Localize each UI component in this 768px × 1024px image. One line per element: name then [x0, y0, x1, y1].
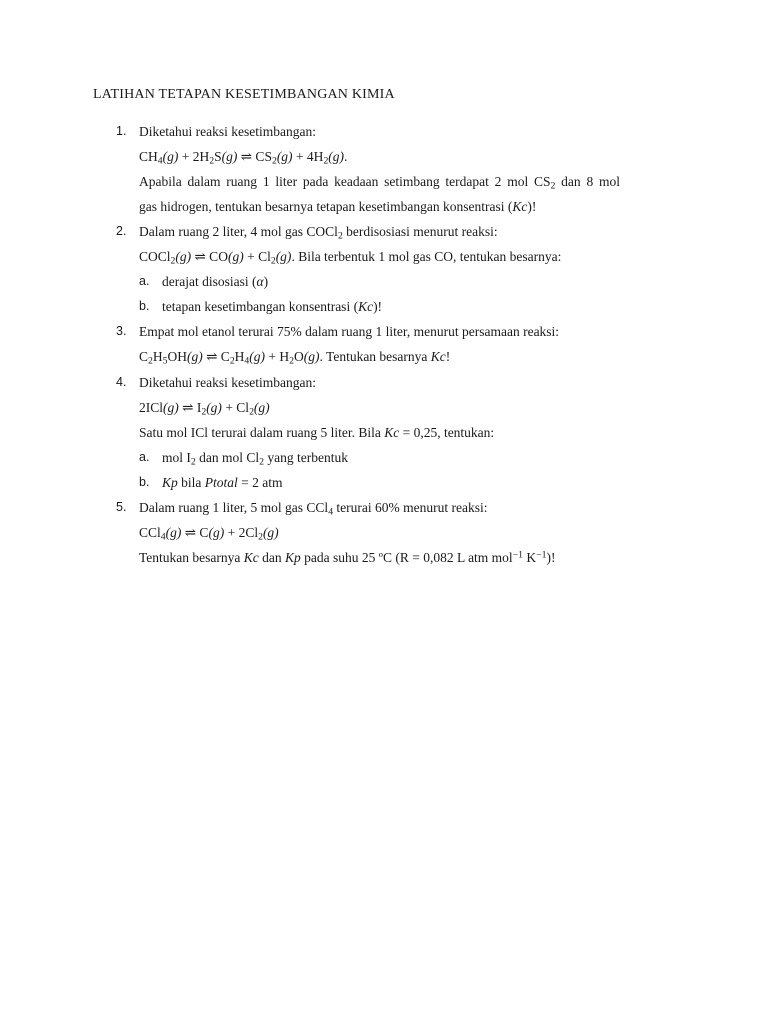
sub-item-marker: a.	[139, 274, 150, 288]
question-number: 5.	[116, 500, 127, 514]
sub-item-marker: a.	[139, 450, 150, 464]
question-number: 1.	[116, 124, 127, 138]
question-text-line: Satu mol ICl terurai dalam ruang 5 liter. Bila Kc = 0,25, tentukan:	[139, 425, 495, 440]
sub-item-marker: b.	[139, 299, 150, 313]
question-text-line: gas hidrogen, tentukan besarnya tetapan kesetimbangan konsentrasi (Kc)!	[139, 199, 537, 214]
reaction-equation: COCl$_2$(g) ⇌ $CO(g) + Cl_2(g)$. Bila terbentuk 1 mol gas CO, tentukan besarnya:	[139, 249, 562, 267]
question-number: 4.	[116, 375, 127, 389]
sub-item-text: tetapan kesetimbangan konsentrasi (Kc)!	[162, 299, 383, 314]
question-intro: Dalam ruang 1 liter, 5 mol gas CCl$_4$ terurai 60% menurut reaksi:	[139, 500, 488, 518]
sub-item-text: derajat disosiasi (α)	[162, 274, 269, 289]
reaction-equation: $CH_4(g) + 2H_2S(g)$ ⇌ $CS_2(g) + 4H_2(g)$.	[139, 149, 348, 167]
sub-item-text: mol $I_2$ dan mol $Cl_2$ yang terbentuk	[162, 450, 348, 468]
reaction-equation: CCl$_4$(g) ⇌ $C(g) + 2Cl_2(g)$	[139, 525, 279, 543]
question-intro: Dalam ruang 2 liter, 4 mol gas COCl$_2$ berdisosiasi menurut reaksi:	[139, 224, 498, 242]
page-title: LATIHAN TETAPAN KESETIMBANGAN KIMIA	[93, 87, 395, 102]
question-text-line: Tentukan besarnya Kc dan Kp pada suhu 25 ºC (R = 0,082 L atm mol$^{-1}$ $K^{-1}$)!	[139, 549, 556, 565]
question-text-line: Apabila dalam ruang 1 liter pada keadaan setimbang terdapat 2 mol $CS_2$ dan 8 mol	[139, 174, 620, 192]
question-intro: Diketahui reaksi kesetimbangan:	[139, 375, 316, 390]
sub-item-marker: b.	[139, 475, 150, 489]
question-intro: Empat mol etanol terurai 75% dalam ruang 1 liter, menurut persamaan reaksi:	[139, 324, 560, 339]
question-number: 2.	[116, 224, 127, 238]
question-number: 3.	[116, 324, 127, 338]
reaction-equation: $C_2H_5OH(g)$ ⇌ $C_2H_4(g) + H_2O(g)$. Tentukan besarnya Kc!	[139, 349, 451, 367]
reaction-equation: 2ICl(g) ⇌ $I_2(g) + Cl_2(g)$	[139, 400, 270, 418]
question-intro: Diketahui reaksi kesetimbangan:	[139, 124, 316, 139]
sub-item-text: Kp bila Ptotal = 2 atm	[162, 475, 283, 490]
